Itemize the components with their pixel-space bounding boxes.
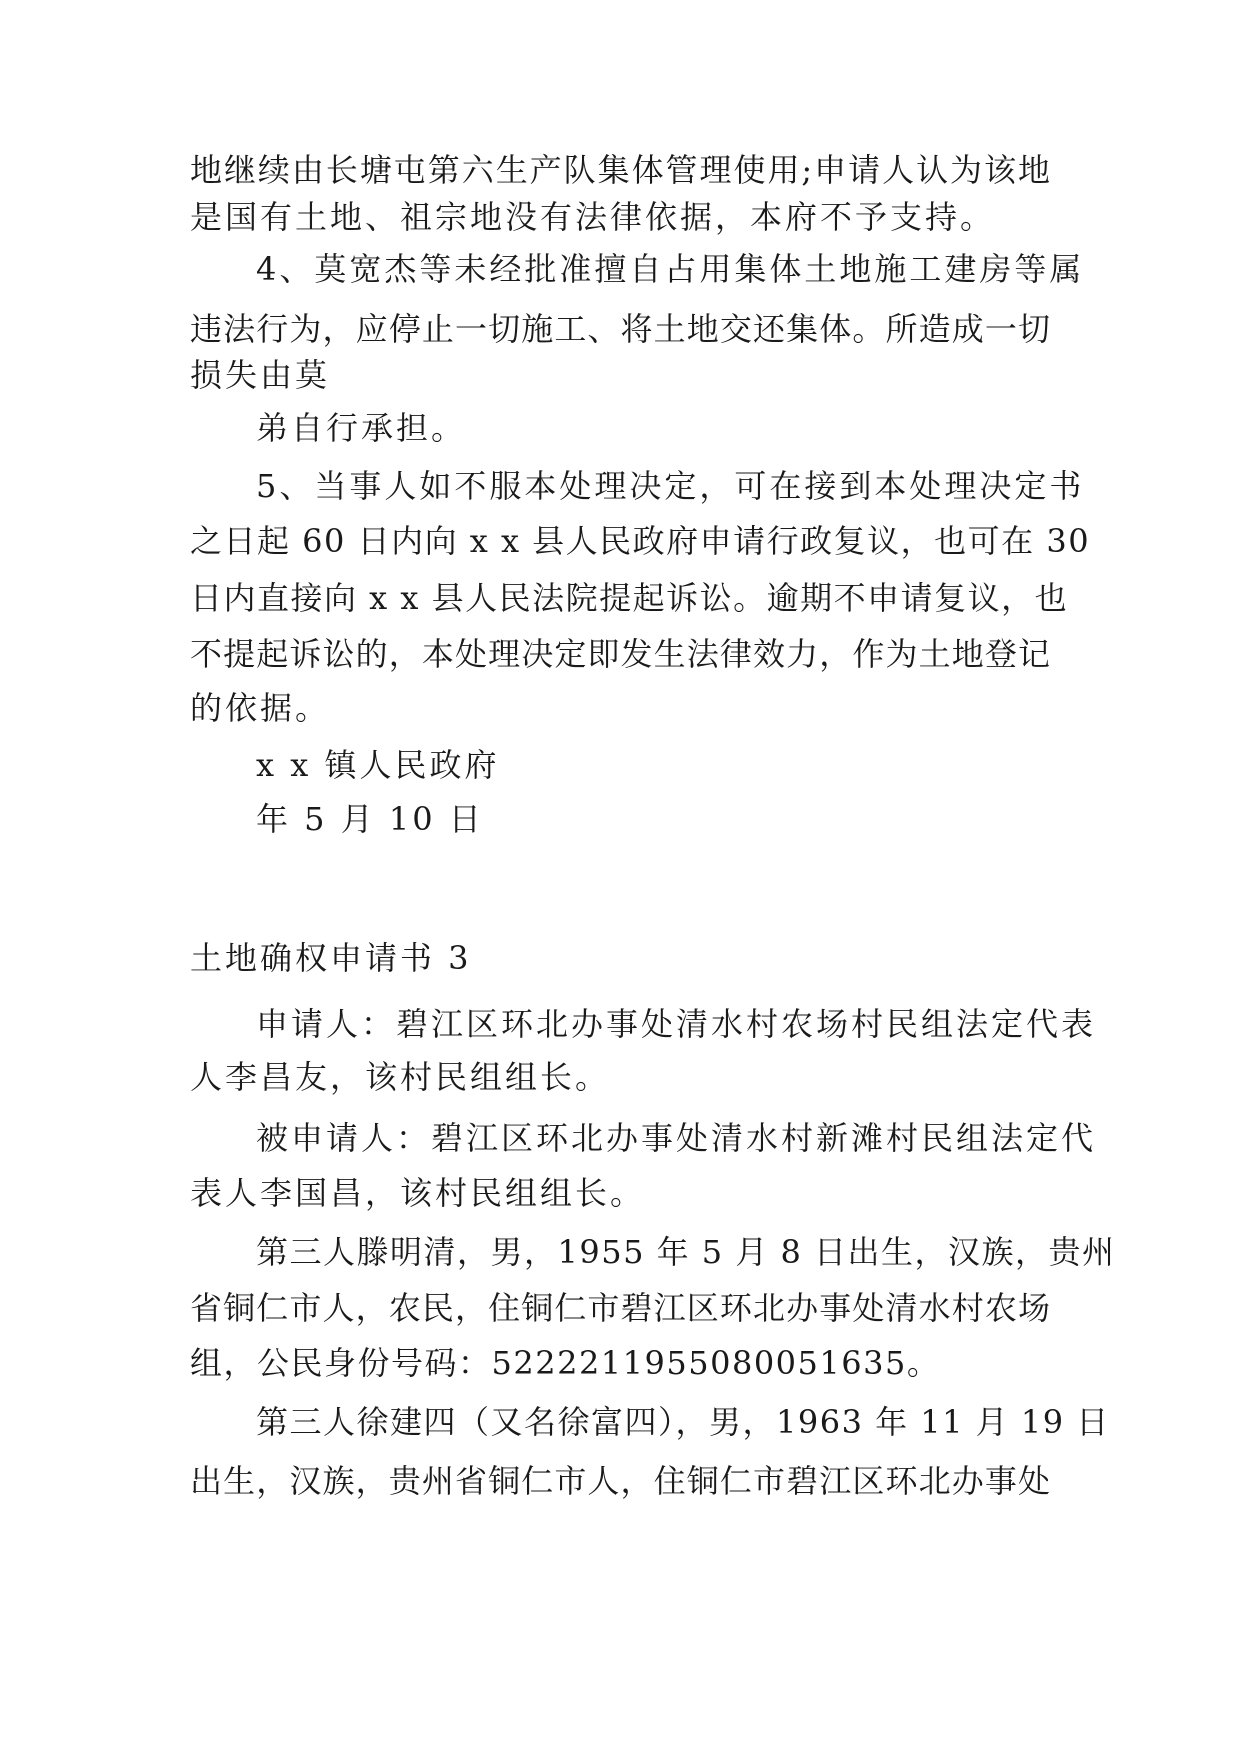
text-line: 申请人：碧江区环北办事处清水村农场村民组法定代表	[256, 1005, 1097, 1043]
text-line: 被申请人：碧江区环北办事处清水村新滩村民组法定代	[256, 1119, 1097, 1157]
text-line: 日内直接向 x x 县人民法院提起诉讼。逾期不申请复议，也	[190, 579, 1069, 617]
text-line: 的依据。	[190, 689, 331, 727]
text-line: 损失由莫	[190, 356, 331, 394]
text-line: 4、莫宽杰等未经批准擅自占用集体土地施工建房等属	[256, 250, 1085, 288]
text-line: x x 镇人民政府	[256, 746, 500, 784]
text-line: 5、当事人如不服本处理决定，可在接到本处理决定书	[256, 467, 1085, 505]
text-line: 第三人徐建四（又名徐富四），男，1963 年 11 月 19 日	[256, 1403, 1110, 1441]
text-line: 组，公民身份号码：522221195508005​1635。	[190, 1344, 941, 1382]
text-line: 地继续由长塘屯第六生产队集体管理使用;申请人认为该地	[190, 151, 1050, 189]
text-line: 不提起诉讼的，本处理决定即发生法律效力，作为土地登记	[190, 635, 1050, 673]
text-line: 第三人滕明清，男，1955 年 5 月 8 日出生，汉族，贵州	[256, 1233, 1116, 1271]
text-line: 表人李国昌，该村民组组长。	[190, 1174, 646, 1212]
text-line: 省铜仁市人，农民，住铜仁市碧江区环北办事处清水村农场	[190, 1289, 1050, 1327]
text-line: 弟自行承担。	[256, 409, 467, 447]
text-line: 出生，汉族，贵州省铜仁市人，住铜仁市碧江区环北办事处	[190, 1462, 1050, 1500]
text-line: 违法行为，应停止一切施工、将土地交还集体。所造成一切	[190, 310, 1050, 348]
text-line: 年 5 月 10 日	[256, 800, 484, 838]
text-line: 是国有土地、祖宗地没有法律依据，本府不予支持。	[190, 198, 996, 236]
text-line: 之日起 60 日内向 x x 县人民政府申请行政复议，也可在 30	[190, 522, 1091, 560]
text-line: 人李昌友，该村民组组长。	[190, 1058, 611, 1096]
section-heading: 土地确权申请书 3	[190, 939, 472, 977]
